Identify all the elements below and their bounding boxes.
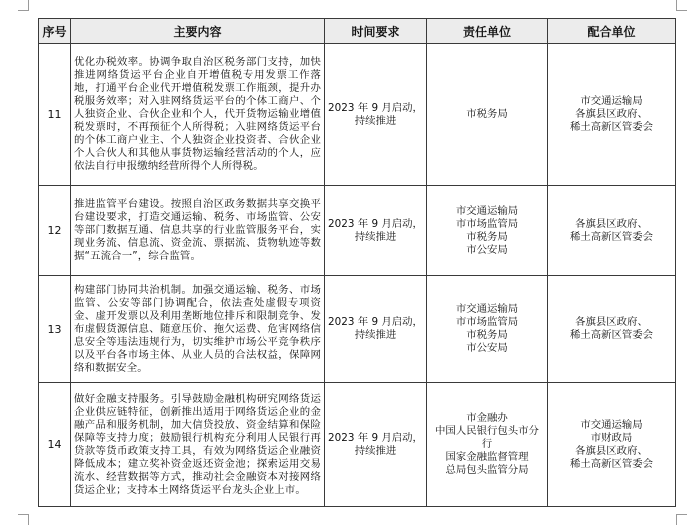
- table-row: [39, 276, 676, 383]
- table-row: [39, 186, 676, 276]
- row-content: 优化办税效率。协调争取自治区税务部门支持，加快推进网络货运平台企业自开增值税专用发票工作落地，打通平台企业代开增值税发票工作瓶颈，提升办税服务效率；对入驻网络货运平台的个体工商户、个人独资企业、合伙企业和个人，代开货物运输业增值税发票时，不再预征个人所得税；入驻网络货运平台的个体工商户业主、个人独资企业投资者、合伙企业个人合伙人和其他从事货物运输经营活动的个人，应依法自行申报缴纳经营所得个人所得税。: [71, 44, 325, 186]
- header-content: 主要内容: [71, 19, 325, 44]
- row-number: 11: [39, 44, 71, 186]
- table-header-row: [39, 19, 676, 44]
- header-cooperating: 配合单位: [548, 19, 676, 44]
- table-row: [39, 44, 676, 186]
- row-responsible: 市税务局: [427, 44, 548, 186]
- crop-mark-bottom-right: [676, 514, 687, 525]
- crop-mark-bottom-left: [18, 514, 29, 525]
- row-time: 2023 年 9 月启动，持续推进: [325, 44, 427, 186]
- header-time: 时间要求: [325, 19, 427, 44]
- row-time: 2023 年 9 月启动，持续推进: [325, 276, 427, 383]
- row-number: 12: [39, 186, 71, 276]
- header-no: 序号: [39, 19, 71, 44]
- row-content: 做好金融支持服务。引导鼓励金融机构研究网络货运企业供应链特征，创新推出适用于网络货运企业的金融产品和服务机制，加大信贷投放、资金结算和保险保障等支持力度；鼓励银行机构充分利用人民银行再贷款等货币政策支持工具，有效为网络货运企业融资降低成本；建立奖补资金返还资金池；探索运用交易流水、经营数据等方式，推动社会金融资本对接网络货运企业；支持本土网络货运平台龙头企业上市。: [71, 383, 325, 507]
- row-responsible: 市金融办 中国人民银行包头市分行 国家金融监督管理 总局包头监管分局: [427, 383, 548, 507]
- crop-mark-top-left: [18, 0, 29, 11]
- row-time: 2023 年 9 月启动，持续推进: [325, 186, 427, 276]
- row-number: 14: [39, 383, 71, 507]
- row-responsible: 市交通运输局 市市场监管局 市税务局 市公安局: [427, 276, 548, 383]
- table-row: [39, 383, 676, 507]
- row-time: 2023 年 9 月启动，持续推进: [325, 383, 427, 507]
- crop-mark-top-right: [676, 0, 687, 11]
- task-table: [38, 18, 676, 507]
- row-cooperating: 市交通运输局 各旗县区政府、 稀土高新区管委会: [548, 44, 676, 186]
- document-page: [38, 18, 675, 507]
- row-cooperating: 各旗县区政府、 稀土高新区管委会: [548, 186, 676, 276]
- row-content: 推进监管平台建设。按照自治区政务数据共享交换平台建设要求，打造交通运输、税务、市场监管、公安等部门数据互通、信息共享的行业监管服务平台，实现业务流、信息流、资金流、票据流、货物轨迹等数据“五流合一”，综合监管。: [71, 186, 325, 276]
- header-responsible: 责任单位: [427, 19, 548, 44]
- row-responsible: 市交通运输局 市市场监管局 市税务局 市公安局: [427, 186, 548, 276]
- row-cooperating: 各旗县区政府、 稀土高新区管委会: [548, 276, 676, 383]
- row-cooperating: 市交通运输局 市财政局 各旗县区政府、 稀土高新区管委会: [548, 383, 676, 507]
- row-number: 13: [39, 276, 71, 383]
- row-content: 构建部门协同共治机制。加强交通运输、税务、市场监管、公安等部门协调配合，依法查处虚假专项资金、虚开发票以及利用垄断地位排斥和限制竞争、发布虚假货源信息、随意压价、拖欠运费、危害网络信息安全等违法违规行为，切实维护市场公平竞争秩序以及平台各市场主体、从业人员的合法权益，保障网络和数据安全。: [71, 276, 325, 383]
